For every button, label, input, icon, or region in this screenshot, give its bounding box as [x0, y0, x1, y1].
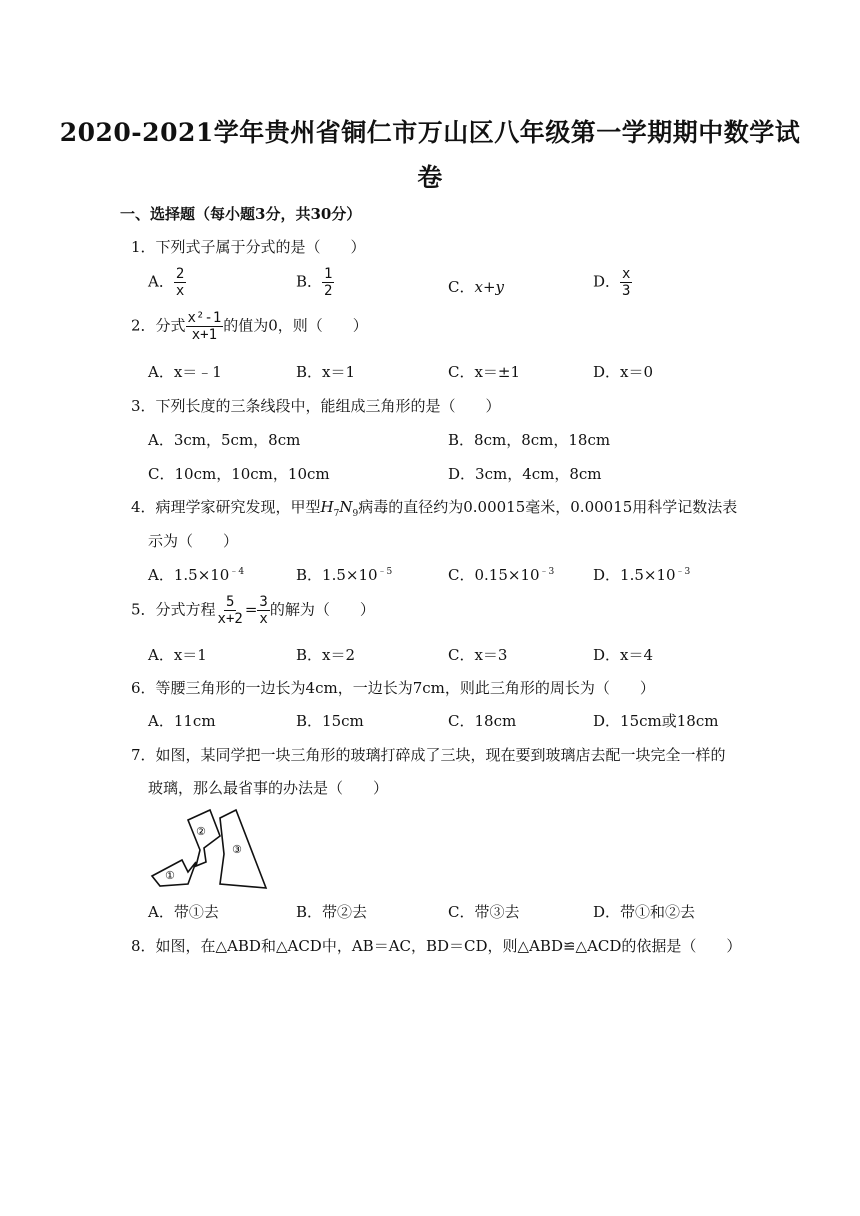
q3-option-b: B．8cm，8cm，18cm [448, 431, 611, 449]
q7-option-d: D．带①和②去 [593, 903, 696, 921]
question-2-stem: 2．分式 $\frac{\text{x²-1}}{x+1}$ 的值为0，则（ ） [131, 310, 368, 343]
q1-option-d: D． $\frac{x}{3}$ [593, 266, 631, 299]
question-5-stem: 5．分式方程 $\frac{5}{x+2}$ = $\frac{3}{x}$ 的解为（ ） [131, 594, 375, 627]
q6-option-a: A．11cm [148, 712, 216, 730]
q4-option-a: A．$1.5\times 10^{﹣4}$ [148, 566, 245, 584]
q3-option-a: A．3cm，5cm，8cm [148, 431, 301, 449]
q4-option-d: D．$1.5\times 10^{﹣3}$ [593, 566, 691, 584]
q2-option-c: C．x＝±1 [448, 363, 521, 381]
q4-option-c: C．$0.15\times 10^{﹣3}$ [448, 566, 555, 584]
q1-option-a: A． $\frac{2}{x}$ [148, 266, 185, 299]
q5-option-b: B．x＝2 [296, 646, 356, 664]
q3-option-c: C．10cm，10cm，10cm [148, 465, 330, 483]
q2-option-b: B．x＝1 [296, 363, 356, 381]
question-6-stem: 6．等腰三角形的一边长为4cm，一边长为7cm，则此三角形的周长为（ ） [131, 679, 655, 697]
question-3-stem: 3．下列长度的三条线段中，能组成三角形的是（ ） [131, 397, 501, 415]
q5-option-c: C．x＝3 [448, 646, 508, 664]
question-4-line1: 4．病理学家研究发现，甲型$H_7N_9$病毒的直径约为0.00015毫米，0.00015用科学记数法表 [131, 498, 738, 519]
q5-option-d: D．x＝4 [593, 646, 654, 664]
glass-piece-3-label: ③ [232, 843, 242, 856]
q7-option-b: B．带②去 [296, 903, 368, 921]
q5-option-a: A．x＝1 [148, 646, 207, 664]
broken-glass-figure [148, 806, 272, 896]
question-4-line2: 示为（ ） [148, 532, 239, 550]
q1-option-c: C．x+y [448, 278, 504, 296]
question-7-line2: 玻璃，那么最省事的办法是（ ） [148, 779, 389, 797]
q7-option-c: C．带③去 [448, 903, 520, 921]
q2-option-d: D．x＝0 [593, 363, 654, 381]
page-title-line1: 2020-2021学年贵州省铜仁市万山区八年级第一学期期中数学试 [59, 118, 801, 147]
q6-option-d: D．15cm或18cm [593, 712, 719, 730]
q2-option-a: A．x＝﹣1 [148, 363, 222, 381]
q4-option-b: B．$1.5\times 10^{﹣5}$ [296, 566, 393, 584]
page-title-line2: 卷 [417, 163, 443, 192]
question-7-line1: 7．如图，某同学把一块三角形的玻璃打碎成了三块，现在要到玻璃店去配一块完全一样的 [131, 746, 726, 764]
glass-piece-3 [220, 810, 266, 888]
q1-option-b: B． $\frac{1}{2}$ [296, 266, 333, 299]
q3-option-d: D．3cm，4cm，8cm [448, 465, 602, 483]
glass-piece-2 [188, 810, 220, 866]
q6-option-b: B．15cm [296, 712, 364, 730]
section-heading: 一、选择题（每小题3分，共30分） [120, 205, 362, 223]
q6-option-c: C．18cm [448, 712, 517, 730]
question-8-stem: 8．如图，在△ABD和△ACD中，AB＝AC，BD＝CD，则△ABD≌△ACD的依据是（ ） [131, 937, 742, 955]
q7-option-a: A．带①去 [148, 903, 219, 921]
question-1-stem: 1．下列式子属于分式的是（ ） [131, 238, 366, 256]
glass-piece-2-label: ② [196, 825, 206, 838]
glass-piece-1-label: ① [165, 869, 175, 882]
